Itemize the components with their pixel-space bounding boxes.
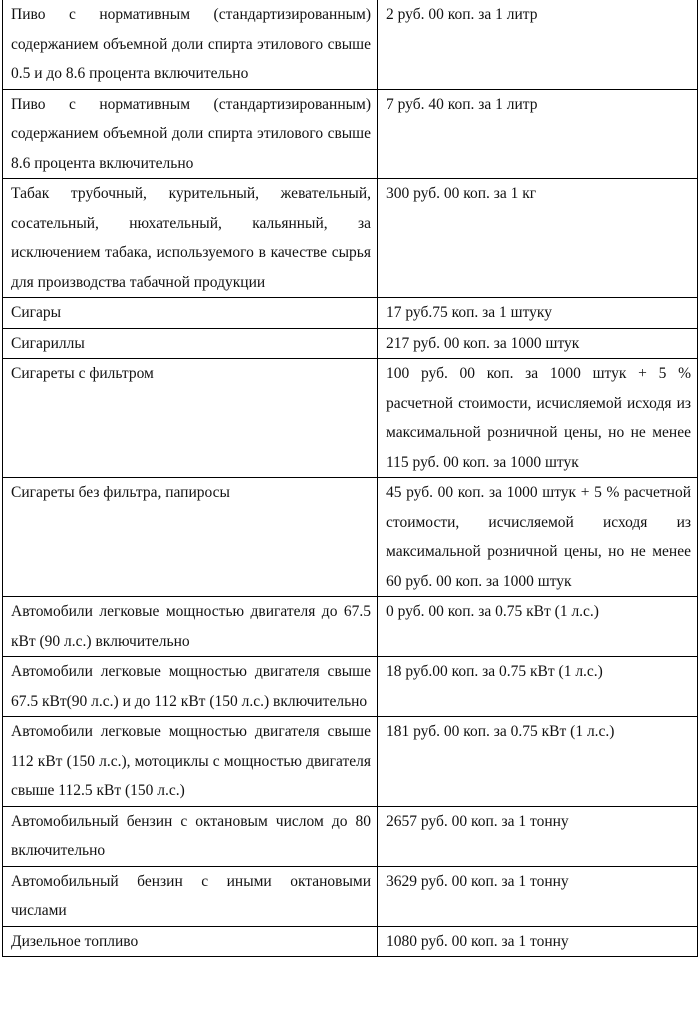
table-row bbox=[3, 657, 698, 717]
rate-cell: 2657 руб. 00 коп. за 1 тонну bbox=[378, 806, 698, 866]
rate-cell: 100 руб. 00 коп. за 1000 штук + 5 % расчетной стоимости, исчисляемой исходя из максимальной розничной цены, но не менее 115 руб. 00 коп. за 1000 штук bbox=[378, 359, 698, 478]
product-cell: Автомобили легковые мощностью двигателя до 67.5 кВт (90 л.с.) включительно bbox=[3, 597, 378, 657]
table-row bbox=[3, 478, 698, 597]
product-cell: Автомобильный бензин с октановым числом до 80 включительно bbox=[3, 806, 378, 866]
product-cell: Автомобили легковые мощностью двигателя свыше 67.5 кВт(90 л.с.) и до 112 кВт (150 л.с.) включительно bbox=[3, 657, 378, 717]
table-row bbox=[3, 597, 698, 657]
rate-cell: 181 руб. 00 коп. за 0.75 кВт (1 л.с.) bbox=[378, 717, 698, 807]
product-cell: Табак трубочный, курительный, жевательный, сосательный, нюхательный, кальянный, за исключением табака, используемого в качестве сырья для производства табачной продукции bbox=[3, 179, 378, 298]
product-cell: Сигареты без фильтра, папиросы bbox=[3, 478, 378, 597]
rate-cell: 17 руб.75 коп. за 1 штуку bbox=[378, 298, 698, 329]
product-cell: Пиво с нормативным (стандартизированным) содержанием объемной доли спирта этилового свыше 0.5 и до 8.6 процента включительно bbox=[3, 0, 378, 89]
product-cell: Автомобили легковые мощностью двигателя свыше 112 кВт (150 л.с.), мотоциклы с мощностью двигателя свыше 112.5 кВт (150 л.с.) bbox=[3, 717, 378, 807]
product-cell: Автомобильный бензин с иными октановыми числами bbox=[3, 866, 378, 926]
table-row bbox=[3, 328, 698, 359]
rate-cell: 0 руб. 00 коп. за 0.75 кВт (1 л.с.) bbox=[378, 597, 698, 657]
table-row bbox=[3, 866, 698, 926]
rate-cell: 1080 руб. 00 коп. за 1 тонну bbox=[378, 926, 698, 957]
table-row bbox=[3, 179, 698, 298]
table-row bbox=[3, 298, 698, 329]
excise-rates-table bbox=[2, 0, 698, 957]
product-cell: Пиво с нормативным (стандартизированным) содержанием объемной доли спирта этилового свыше 8.6 процента включительно bbox=[3, 89, 378, 179]
rate-cell: 2 руб. 00 коп. за 1 литр bbox=[378, 0, 698, 89]
rate-cell: 3629 руб. 00 коп. за 1 тонну bbox=[378, 866, 698, 926]
table-row bbox=[3, 0, 698, 89]
product-cell: Сигареты с фильтром bbox=[3, 359, 378, 478]
product-cell: Сигариллы bbox=[3, 328, 378, 359]
rate-cell: 300 руб. 00 коп. за 1 кг bbox=[378, 179, 698, 298]
product-cell: Сигары bbox=[3, 298, 378, 329]
table-row bbox=[3, 926, 698, 957]
table-row bbox=[3, 89, 698, 179]
rate-cell: 7 руб. 40 коп. за 1 литр bbox=[378, 89, 698, 179]
rate-cell: 18 руб.00 коп. за 0.75 кВт (1 л.с.) bbox=[378, 657, 698, 717]
table-row bbox=[3, 717, 698, 807]
rate-cell: 217 руб. 00 коп. за 1000 штук bbox=[378, 328, 698, 359]
table-row bbox=[3, 806, 698, 866]
product-cell: Дизельное топливо bbox=[3, 926, 378, 957]
rate-cell: 45 руб. 00 коп. за 1000 штук + 5 % расчетной стоимости, исчисляемой исходя из максимальной розничной цены, но не менее 60 руб. 00 коп. за 1000 штук bbox=[378, 478, 698, 597]
table-row bbox=[3, 359, 698, 478]
